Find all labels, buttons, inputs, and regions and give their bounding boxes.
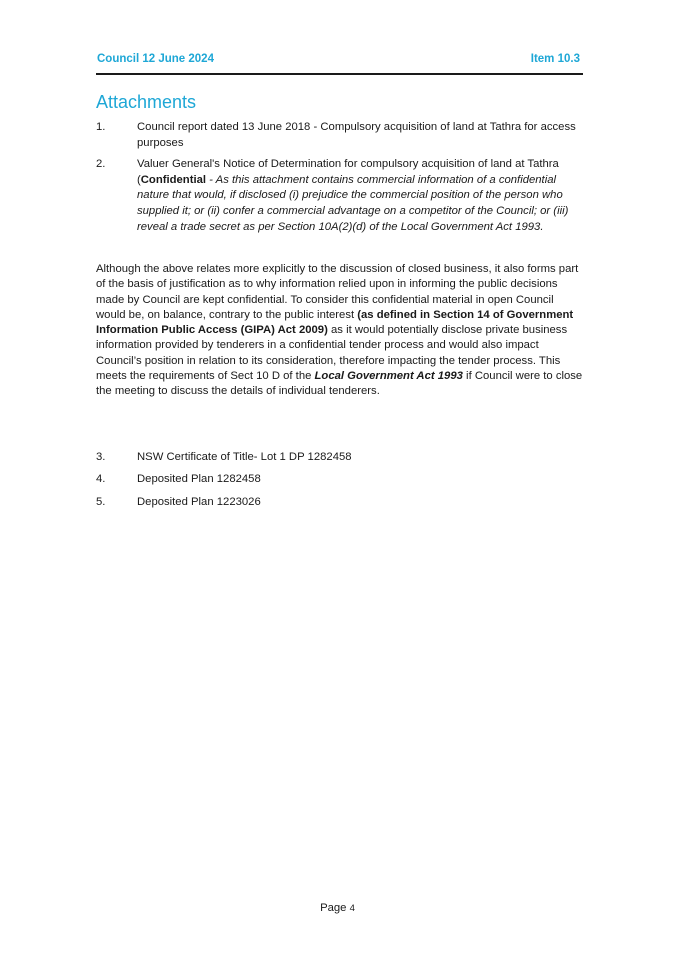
confidentiality-paragraph bbox=[96, 262, 583, 400]
list-text: Deposited Plan 1282458 bbox=[137, 473, 261, 486]
item-number: Item 10.3 bbox=[530, 53, 580, 65]
list-number: 1. bbox=[96, 121, 106, 133]
list-number: 5. bbox=[96, 495, 106, 508]
additional-attachments-list bbox=[96, 450, 580, 510]
page-label: Page bbox=[320, 902, 347, 914]
confidential-label: Confidential bbox=[140, 173, 207, 186]
list-text: Council report dated 13 June 2018 - Compulsory acquisition of land at Tathra for access purposes bbox=[137, 121, 576, 149]
list-item bbox=[96, 120, 580, 151]
paragraph-part3: if Council were to close the meeting to discuss the details of individual tenderers. bbox=[96, 370, 583, 398]
list-number: 3. bbox=[96, 451, 106, 463]
paragraph-act-reference: Local Government Act 1993 bbox=[314, 370, 463, 383]
confidential-note: - As this attachment contains commercial information of a confidential nature that would, if disclosed (i) prejudice the commercial position of the person who supplied it; or (ii) confer a commercial advantage on a competitor of the Council; or (iii) reveal a trade secret as per Section 10A(2)(d) of the Local Government Act 1993. bbox=[137, 173, 569, 233]
list-text: Deposited Plan 1223026 bbox=[137, 495, 261, 508]
page-number: 4 bbox=[349, 903, 355, 914]
list-text: NSW Certificate of Title- Lot 1 DP 1282458 bbox=[137, 451, 352, 463]
list-item bbox=[96, 157, 580, 235]
attachments-list bbox=[96, 120, 580, 235]
list-item bbox=[96, 495, 580, 511]
paragraph-part2: as it would potentially disclose private business information provided by tenderers in a confidential tender process and would also impact Council’s position in relation to its consideration, therefore impacting the tender process. This meets the requirements of Sect 10 D of the bbox=[96, 324, 568, 383]
page-header bbox=[96, 53, 583, 75]
list-number: 2. bbox=[96, 158, 106, 171]
list-text-plain: Valuer General's Notice of Determination for compulsory acquisition of land at Tathra ( bbox=[137, 158, 559, 186]
meeting-date: Council 12 June 2024 bbox=[97, 53, 214, 65]
list-item bbox=[96, 472, 580, 488]
page-footer bbox=[0, 902, 675, 914]
attachments-heading: Attachments bbox=[96, 92, 197, 112]
list-text bbox=[137, 158, 568, 232]
list-item bbox=[96, 450, 580, 466]
list-number: 4. bbox=[96, 473, 106, 486]
paragraph-part1: Although the above relates more explicitly to the discussion of closed business, it also forms part of the basis of justification as to why information relied upon in informing the public decisions made by Council are kept confidential. To consider this confidential material in open Council would be, on balance, contrary to the public interest bbox=[96, 263, 579, 321]
paragraph-gipa-reference: (as defined in Section 14 of Government Information Public Access (GIPA) Act 2009) bbox=[96, 308, 574, 337]
